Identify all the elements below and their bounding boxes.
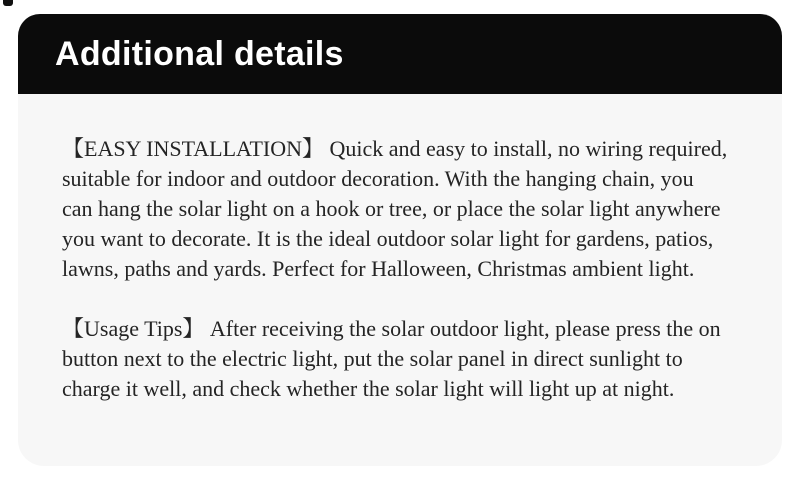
text-line: 【EASY INSTALLATION】 Quick and easy to install, no wiring required, xyxy=(62,136,728,161)
details-card xyxy=(18,14,782,466)
text-line: 【Usage Tips】 After receiving the solar outdoor light, please press the on xyxy=(62,316,721,341)
card-title: Additional details xyxy=(55,34,344,73)
text-line: can hang the solar light on a hook or tree, or place the solar light anywhere xyxy=(62,196,721,221)
text-line: charge it well, and check whether the solar light will light up at night. xyxy=(62,376,675,401)
paragraph-usage-tips xyxy=(62,314,742,404)
card-header xyxy=(18,14,782,94)
text-line: suitable for indoor and outdoor decoration. With the hanging chain, you xyxy=(62,166,694,191)
text-line: button next to the electric light, put the solar panel in direct sunlight to xyxy=(62,346,683,371)
paragraph-easy-installation xyxy=(62,134,742,284)
card-body xyxy=(18,94,782,466)
text-line: you want to decorate. It is the ideal outdoor solar light for gardens, patios, xyxy=(62,226,714,251)
text-line: lawns, paths and yards. Perfect for Halloween, Christmas ambient light. xyxy=(62,256,695,281)
top-left-artifact xyxy=(3,0,13,6)
